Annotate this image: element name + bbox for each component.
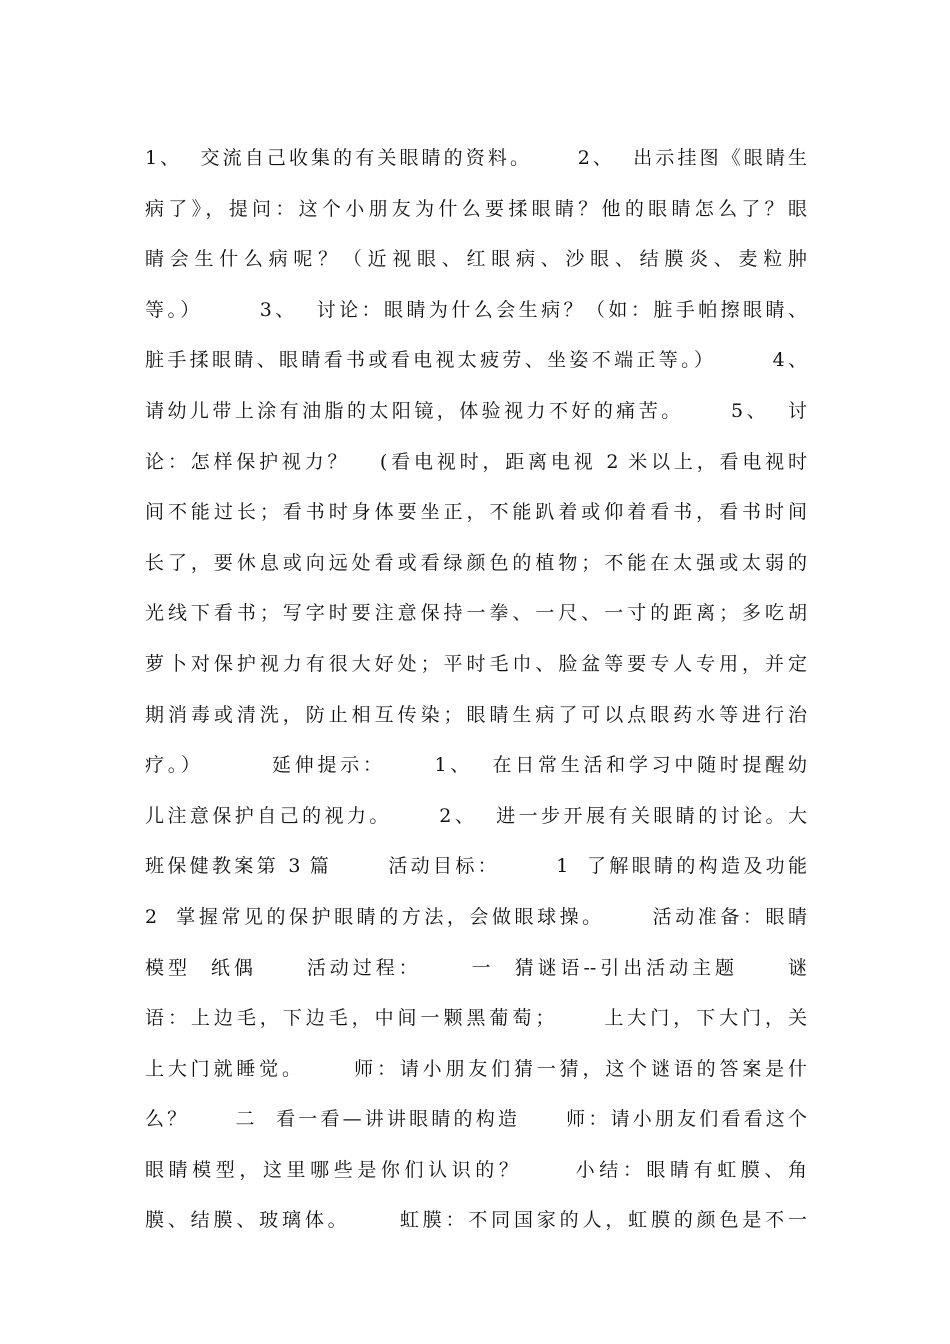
text-line: 眼睛模型，这里哪些是你们认识的？ 小结：眼睛有虹膜、角 (145, 1158, 807, 1181)
text-line: 睛会生什么病呢？（近视眼、红眼病、沙眼、结膜炎、麦粒肿 (145, 248, 807, 271)
text-line: 脏手揉眼睛、眼睛看书或看电视太疲劳、坐姿不端正等。） 4、 (145, 349, 807, 372)
text-line: 上大门就睡觉。 师：请小朋友们猜一猜，这个谜语的答案是什 (145, 1057, 807, 1080)
text-line: 病了》，提问：这个小朋友为什么要揉眼睛？他的眼睛怎么了？眼 (145, 197, 807, 220)
text-line: 班保健教案第 3 篇 活动目标： 1 了解眼睛的构造及功能 (145, 855, 807, 878)
text-line: 1、 交流自己收集的有关眼睛的资料。 2、 出示挂图《眼睛生 (145, 147, 807, 169)
text-line: 2 掌握常见的保护眼睛的方法，会做眼球操。 活动准备：眼睛 (145, 905, 807, 928)
text-line: 光线下看书；写字时要注意保持一拳、一尺、一寸的距离；多吃胡 (145, 602, 807, 625)
text-line: 期消毒或清洗，防止相互传染；眼睛生病了可以点眼药水等进行治 (145, 703, 807, 726)
text-line: 儿注意保护自己的视力。 2、 进一步开展有关眼睛的讨论。大 (145, 804, 807, 827)
text-line: 疗。） 延伸提示： 1、 在日常生活和学习中随时提醒幼 (145, 754, 807, 777)
text-line: 长了，要休息或向远处看或看绿颜色的植物；不能在太强或太弱的 (145, 551, 807, 574)
text-line: 等。） 3、 讨论：眼睛为什么会生病？（如：脏手帕擦眼睛、 (145, 298, 807, 321)
text-line: 么？ 二 看一看—讲讲眼睛的构造 师：请小朋友们看看这个 (145, 1108, 807, 1131)
text-line: 间不能过长；看书时身体要坐正，不能趴着或仰着看书，看书时间 (145, 501, 807, 524)
text-line: 萝卜对保护视力有很大好处；平时毛巾、脸盆等要专人专用，并定 (145, 652, 807, 675)
text-line: 膜、结膜、玻璃体。 虹膜：不同国家的人，虹膜的颜色是不一 (145, 1209, 807, 1232)
text-line: 模型 纸偶 活动过程： 一 猜谜语--引出活动主题 谜 (145, 956, 807, 979)
text-line: 论：怎样保护视力？ (看电视时，距离电视 2 米以上，看电视时 (145, 450, 807, 473)
body-text (145, 133, 807, 1246)
text-line: 请幼儿带上涂有油脂的太阳镜，体验视力不好的痛苦。 5、 讨 (145, 399, 807, 422)
text-line: 语：上边毛，下边毛，中间一颗黑葡萄； 上大门，下大门，关 (145, 1007, 807, 1030)
